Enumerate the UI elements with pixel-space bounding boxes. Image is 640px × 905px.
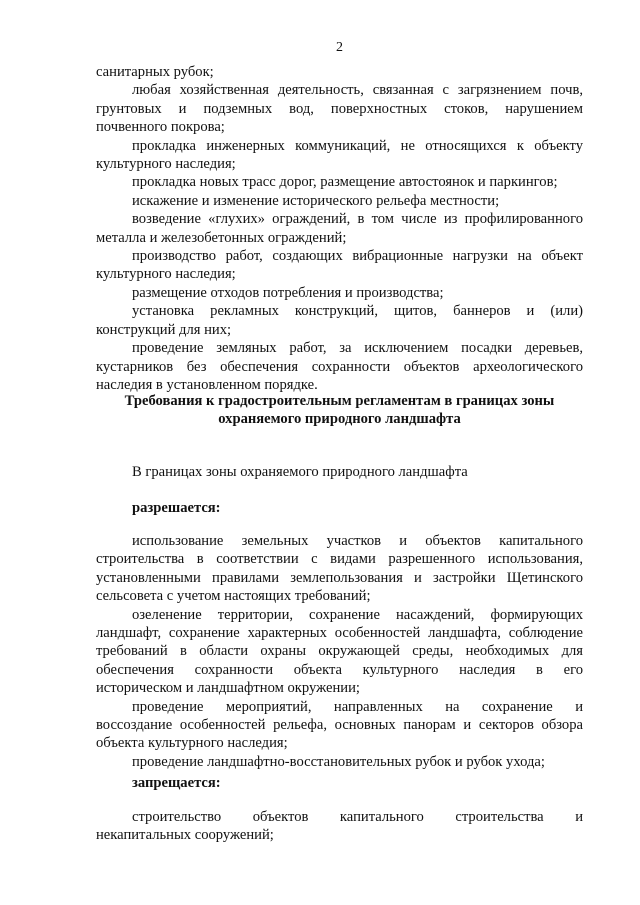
text-line: культурного наследия; xyxy=(96,156,236,173)
text-line: проведение мероприятий, направленных на сохранение и xyxy=(132,698,583,715)
zone-intro: В границах зоны охраняемого природного ландшафта xyxy=(132,464,468,480)
text-line: санитарных рубок; xyxy=(96,64,214,80)
text-line: строительство объектов капитального строительства и xyxy=(132,809,583,825)
page-number: 2 xyxy=(336,40,343,55)
text-line: объекта культурного наследия; xyxy=(96,735,288,752)
text-line: любая хозяйственная деятельность, связанная с загрязнением почв, xyxy=(132,82,583,99)
allowed-label: разрешается: xyxy=(132,500,221,516)
text-line: строительства в соответствии с видами разрешенного использования, xyxy=(96,551,583,568)
allowed-list xyxy=(96,532,583,771)
text-line: кустарников без обеспечения сохранности объектов археологического xyxy=(96,358,583,375)
prohibitions-continued xyxy=(96,63,583,394)
text-line: конструкций для них; xyxy=(96,321,232,338)
text-line: некапитальных сооружений; xyxy=(96,827,274,844)
text-line: возведение «глухих» ограждений, в том числе из профилированного xyxy=(132,211,583,228)
text-line: наследия в установленном порядке. xyxy=(96,376,318,393)
text-line: обеспечения сохранности объекта культурного наследия в его xyxy=(96,661,583,678)
prohibited-list xyxy=(96,808,583,845)
text-line: прокладка новых трасс дорог, размещение автостоянок и паркингов; xyxy=(132,174,558,191)
text-line: воссоздание особенностей рельефа, основных панорам и секторов обзора xyxy=(96,717,583,734)
text-line: установка рекламных конструкций, щитов, баннеров и (или) xyxy=(132,303,583,320)
text-line: требований в области охраны окружающей среды, необходимых для xyxy=(96,643,583,660)
heading-line: Требования к градостроительным регламентам в границах зоны xyxy=(124,393,555,409)
text-line: металла и железобетонных ограждений; xyxy=(96,229,347,246)
prohibited-label: запрещается: xyxy=(132,775,221,791)
text-line: грунтовых и подземных вод, поверхностных стоков, нарушением xyxy=(96,100,583,117)
text-line: установленными правилами землепользования и застройки Щетинского xyxy=(96,569,583,586)
document-page xyxy=(96,0,583,905)
text-line: почвенного покрова; xyxy=(96,119,225,136)
text-line: прокладка инженерных коммуникаций, не относящихся к объекту xyxy=(132,137,583,154)
text-line: озеленение территории, сохранение насаждений, формирующих xyxy=(132,606,583,623)
text-line: ландшафт, сохранение характерных особенностей ландшафта, соблюдение xyxy=(96,625,583,642)
text-line: сельсовета с учетом настоящих требований; xyxy=(96,588,371,605)
text-line: проведение земляных работ, за исключением посадки деревьев, xyxy=(132,340,583,357)
text-line: искажение и изменение исторического рельефа местности; xyxy=(132,192,500,209)
text-line: историческом и ландшафтном окружении; xyxy=(96,680,360,697)
text-line: размещение отходов потребления и производства; xyxy=(132,284,444,301)
heading-line: охраняемого природного ландшафта xyxy=(218,411,461,428)
text-line: проведение ландшафтно-восстановительных рубок и рубок ухода; xyxy=(132,753,545,770)
text-line: производство работ, создающих вибрационные нагрузки на объект xyxy=(132,248,583,265)
text-line: использование земельных участков и объектов капитального xyxy=(132,533,583,549)
section-heading xyxy=(96,392,583,429)
text-line: культурного наследия; xyxy=(96,266,236,283)
